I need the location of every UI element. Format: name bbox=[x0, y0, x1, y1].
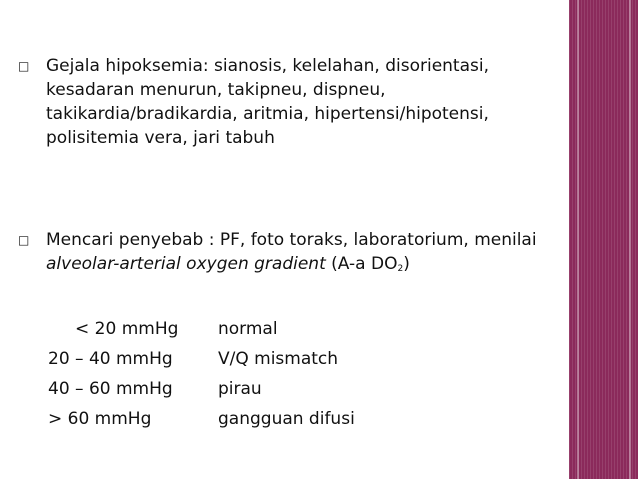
range-cell: < 20 mmHg bbox=[48, 319, 179, 339]
bullet-hypoxemia-symptoms bbox=[18, 54, 518, 150]
bullet-text-part: ) bbox=[403, 254, 410, 274]
decorative-sidebar bbox=[569, 0, 638, 479]
meaning-cell: gangguan difusi bbox=[218, 409, 355, 429]
bullet-text bbox=[46, 228, 548, 281]
bullet-find-cause bbox=[18, 228, 548, 281]
range-cell: > 60 mmHg bbox=[48, 409, 152, 429]
bullet-text-italic: alveolar-arterial oxygen gradient bbox=[46, 254, 326, 274]
bullet-square-icon: □ bbox=[18, 233, 30, 247]
bullet-text-part: (A-a DO bbox=[325, 254, 398, 274]
bullet-square-icon: □ bbox=[18, 59, 30, 73]
meaning-cell: V/Q mismatch bbox=[218, 349, 339, 369]
range-cell: 20 – 40 mmHg bbox=[48, 349, 173, 369]
range-cell: 40 – 60 mmHg bbox=[48, 379, 173, 399]
meaning-cell: pirau bbox=[218, 379, 262, 399]
meaning-cell: normal bbox=[218, 319, 278, 339]
subscript: 2 bbox=[397, 264, 404, 274]
bullet-text: Gejala hipoksemia: sianosis, kelelahan, disorientasi, kesadaran menurun, takipneu, dispneu, takikardia/bradikardia, aritmia, hipertensi/hipotensi, polisitemia vera, jari tabuh bbox=[46, 56, 489, 148]
bullet-text-part: Mencari penyebab : PF, foto toraks, laboratorium, menilai bbox=[46, 230, 537, 250]
